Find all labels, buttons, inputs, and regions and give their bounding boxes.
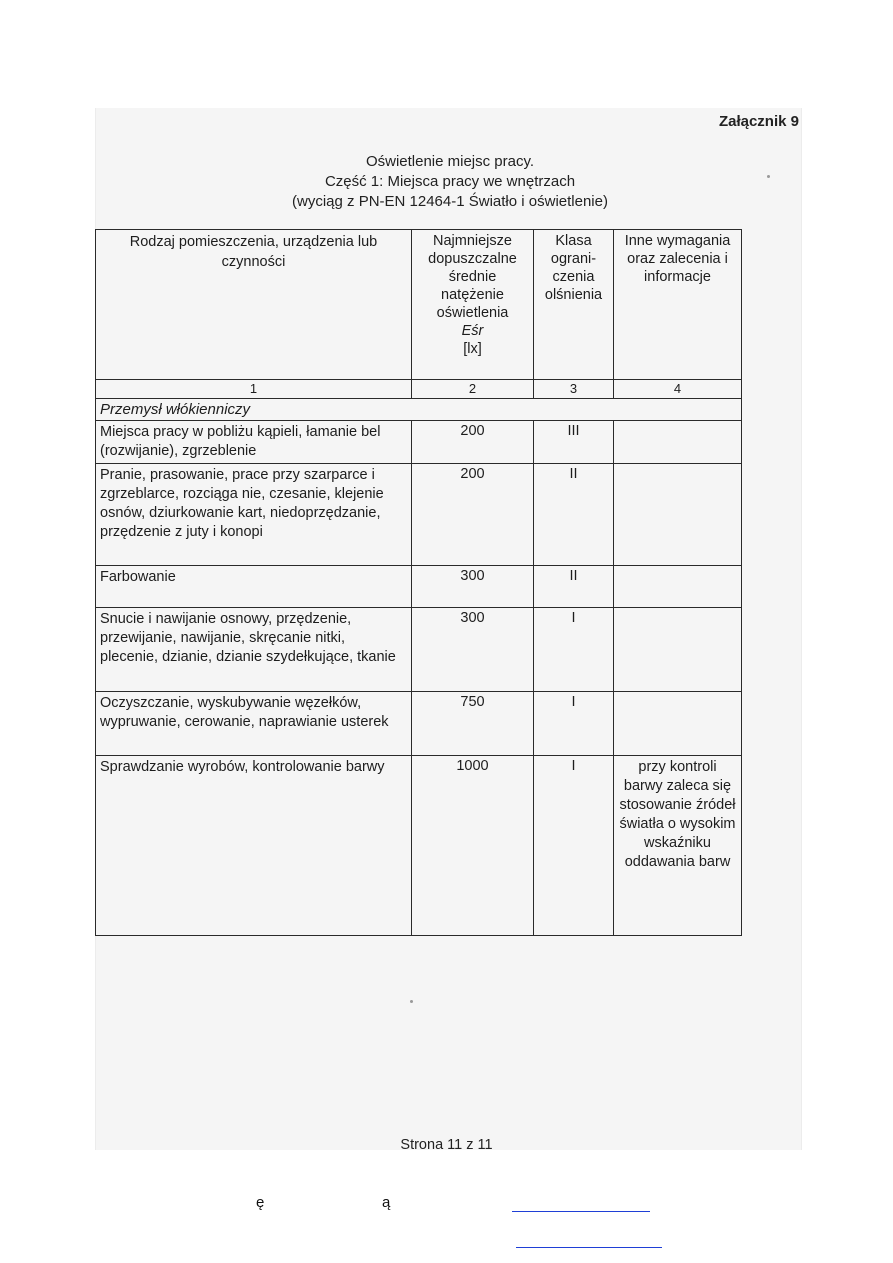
illuminance-cell: 200 (412, 464, 534, 566)
activity-cell: Miejsca pracy w pobliżu kąpieli, łamanie bel (rozwijanie), zgrzeblenie (96, 421, 412, 464)
scan-speck (767, 175, 770, 178)
illuminance-cell: 300 (412, 608, 534, 692)
annex-label: Załącznik 9 (718, 113, 799, 130)
notes-cell (614, 692, 742, 756)
notes-cell (614, 566, 742, 608)
glare-class-cell: II (534, 566, 614, 608)
title-line-3: (wyciąg z PN-EN 12464-1 Światło i oświetlenie) (292, 193, 608, 210)
illuminance-cell: 1000 (412, 756, 534, 936)
notes-cell (614, 464, 742, 566)
table-row (96, 608, 742, 692)
header-notes: Inne wymagania oraz zalecenia i informacje (614, 230, 742, 380)
header-illuminance-symbol: Eśr (461, 323, 484, 339)
table-row (96, 756, 742, 936)
activity-cell: Oczyszczanie, wyskubywanie węzełków, wypruwanie, cerowanie, naprawianie usterek (96, 692, 412, 756)
illuminance-cell: 750 (412, 692, 534, 756)
footer-text-fragment: ą (382, 1194, 391, 1211)
footer-link-underline[interactable] (512, 1211, 650, 1212)
column-number: 1 (96, 380, 412, 399)
header-illuminance (412, 230, 534, 380)
column-number: 2 (412, 380, 534, 399)
notes-cell: przy kontroli barwy zaleca się stosowanie źródeł światła o wysokim wskaźniku oddawania barw (614, 756, 742, 936)
column-number-row (96, 380, 742, 399)
table-header-row (96, 230, 742, 380)
header-activity: Rodzaj pomieszczenia, urządzenia lub czynności (96, 230, 412, 380)
activity-cell: Pranie, prasowanie, prace przy szarparce i zgrzeblarce, rozciąga nie, czesanie, klejenie osnów, dziurkowanie kart, niedoprzędzanie, przędzenie z juty i konopi (96, 464, 412, 566)
section-title: Przemysł włókienniczy (96, 399, 742, 421)
notes-cell (614, 608, 742, 692)
glare-class-cell: II (534, 464, 614, 566)
glare-class-cell: I (534, 608, 614, 692)
header-illuminance-label: Najmniejsze dopuszczalne średnie natężenie oświetlenia (428, 233, 517, 321)
activity-cell: Sprawdzanie wyrobów, kontrolowanie barwy (96, 756, 412, 936)
table-row (96, 566, 742, 608)
table-row (96, 692, 742, 756)
section-row (96, 399, 742, 421)
illuminance-cell: 300 (412, 566, 534, 608)
table-row (96, 421, 742, 464)
glare-class-cell: I (534, 692, 614, 756)
header-glare-class: Klasa ograni-czenia olśnienia (534, 230, 614, 380)
footer-link-underline[interactable] (516, 1247, 662, 1248)
illuminance-cell: 200 (412, 421, 534, 464)
table-row (96, 464, 742, 566)
header-illuminance-unit: [lx] (463, 341, 482, 357)
document-title (200, 152, 700, 212)
column-number: 3 (534, 380, 614, 399)
scan-speck (410, 1000, 413, 1003)
glare-class-cell: I (534, 756, 614, 936)
title-line-2: Część 1: Miejsca pracy we wnętrzach (324, 173, 576, 190)
column-number: 4 (614, 380, 742, 399)
page-number: Strona 11 z 11 (400, 1137, 493, 1153)
title-line-1: Oświetlenie miejsc pracy. (365, 153, 535, 170)
activity-cell: Snucie i nawijanie osnowy, przędzenie, przewijanie, nawijanie, skręcanie nitki, plecenie, dzianie, dzianie szydełkujące, tkanie (96, 608, 412, 692)
glare-class-cell: III (534, 421, 614, 464)
notes-cell (614, 421, 742, 464)
lighting-requirements-table (95, 229, 742, 936)
footer-text-fragment: ę (256, 1194, 265, 1211)
activity-cell: Farbowanie (96, 566, 412, 608)
